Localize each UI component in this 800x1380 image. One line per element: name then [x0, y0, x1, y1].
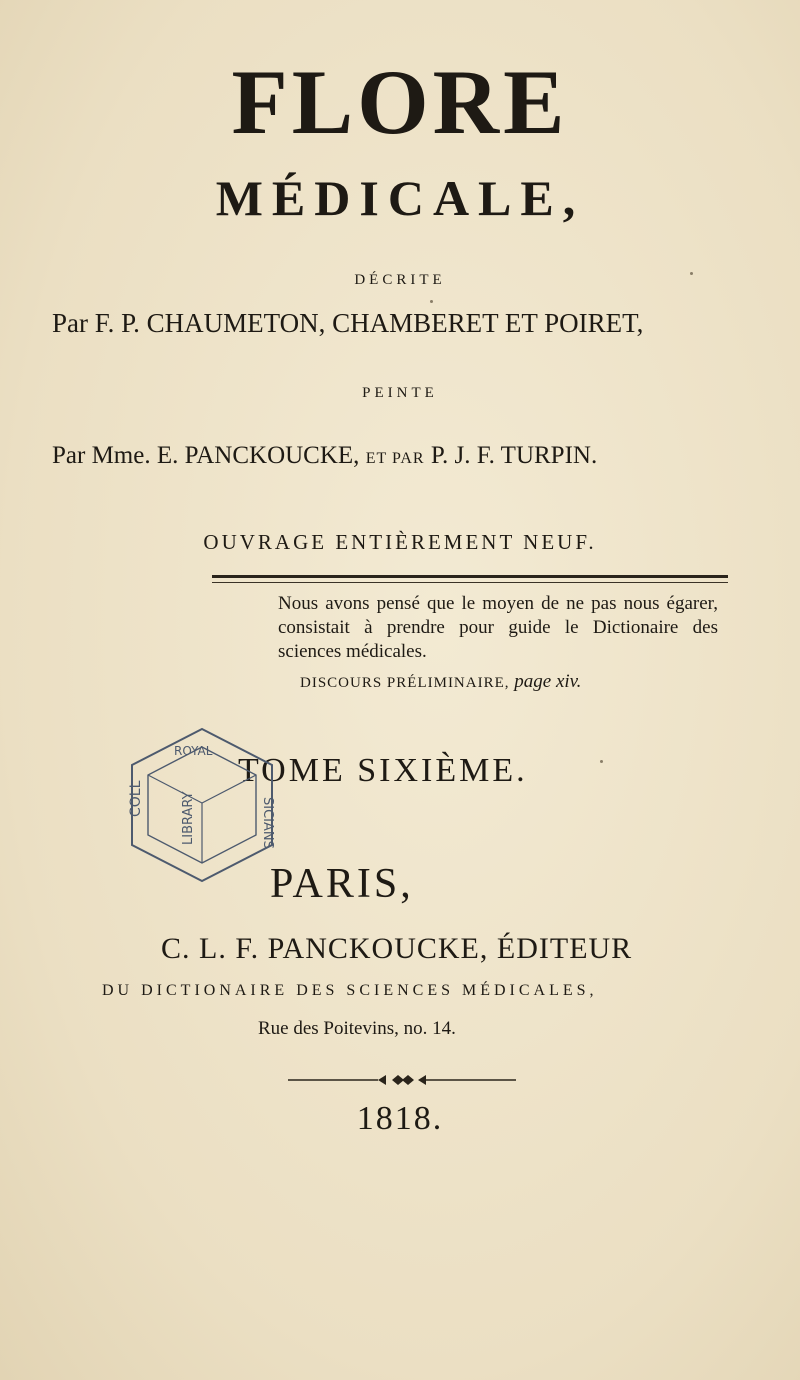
tome-label: TOME SIXIÈME.	[238, 752, 528, 789]
peinte-label: PEINTE	[362, 385, 438, 401]
svg-text:ROYAL: ROYAL	[174, 744, 213, 758]
svg-text:COLL: COLL	[128, 780, 144, 817]
publication-year: 1818.	[356, 1100, 444, 1137]
painters-turpin: P. J. F. TURPIN.	[430, 442, 598, 469]
authors-line: Par F. P. CHAUMETON, CHAMBERET ET POIRET,	[52, 308, 644, 338]
ouvrage-line: OUVRAGE ENTIÈREMENT NEUF.	[203, 530, 597, 554]
library-stamp-icon	[122, 725, 282, 885]
svg-text:LIBRARY: LIBRARY	[181, 791, 196, 845]
epigraph-page: page xiv.	[514, 671, 582, 692]
divider-rule-thin	[212, 582, 728, 583]
imprint-dictionary: DU DICTIONAIRE DES SCIENCES MÉDICALES,	[102, 982, 598, 999]
title-medicale: MÉDICALE,	[215, 170, 585, 226]
ornament-rule-icon	[288, 1072, 516, 1088]
painters-par: Par	[52, 442, 86, 469]
svg-text:SICIANS: SICIANS	[260, 797, 275, 849]
painters-mme: Mme. E. PANCKOUCKE,	[91, 442, 360, 469]
painters-line	[52, 440, 762, 475]
imprint-city: PARIS,	[270, 861, 414, 907]
title-flore: FLORE	[231, 51, 569, 153]
epigraph-source-label: DISCOURS PRÉLIMINAIRE,	[300, 675, 510, 691]
imprint-address: Rue des Poitevins, no. 14.	[258, 1018, 456, 1039]
imprint-publisher: C. L. F. PANCKOUCKE, ÉDITEUR	[161, 932, 633, 965]
foxing-spot	[690, 272, 693, 275]
foxing-spot	[430, 300, 433, 303]
painters-et-par: ET PAR	[365, 450, 425, 467]
epigraph-text: Nous avons pensé que le moyen de ne pas nous égarer, consistait à prendre pour guide le Dictionaire des sciences médicales.	[278, 593, 718, 662]
decrite-label: DÉCRITE	[354, 272, 446, 288]
divider-rule-thick	[212, 575, 728, 578]
epigraph-source	[300, 671, 740, 693]
foxing-spot	[600, 760, 603, 763]
